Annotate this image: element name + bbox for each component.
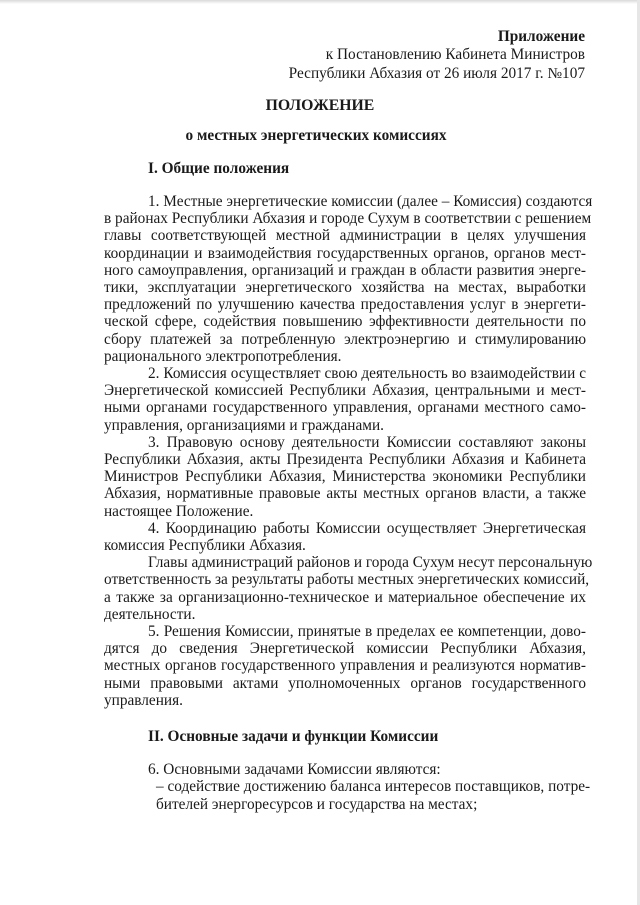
bullet-1 [104,778,591,813]
paragraph-line: 2. Комиссия осуществляет свою деятельность во взаимодействии с [148,365,586,383]
paragraph-line: 5. Решения Комиссии, принятые в пределах ее компетенции, дово- [148,623,586,641]
paragraph-line: ответственность за результаты работы местных энергетических комиссий, [104,571,590,589]
appendix-line-2: Республики Абхазия от 26 июля 2017 г. №107 [288,65,585,82]
paragraph-line: координации и взаимодействия государственных органов, органов мест- [104,244,586,262]
paragraph-line: Энергетической комиссией Республики Абхазия, центральными и мест- [104,382,586,400]
paragraph-line: ными органами государственного управления, органами местного само- [104,399,586,417]
appendix-line-1: к Постановлению Кабинета Министров [325,46,585,63]
paragraph [104,193,593,365]
paragraph-line: настоящее Положение. [104,502,254,520]
section-1-heading: I. Общие положения [148,160,290,177]
paragraph-line: сбору платежей за потребленную электроэнергию и стимулированию [104,330,586,348]
paragraph-line: в районах Республики Абхазия и городе Сухум в соответствии с решением [104,210,592,228]
paragraph [104,434,586,520]
section-2-body [104,761,591,813]
document-subtitle: о местных энергетических комиссиях [185,127,447,144]
paragraph-line: 1. Местные энергетические комиссии (далее – Комиссия) создаются [148,193,593,210]
paragraph-line: ного самоуправления, организаций и граждан в области развития энерге- [104,261,586,279]
paragraph-line: 4. Координацию работы Комиссии осуществляет Энергетическая [148,519,586,537]
paragraph-line: главы соответствующей местной администрации в целях улучшения [104,227,586,245]
item-6: 6. Основными задачами Комиссии являются: [148,761,441,778]
document-title: ПОЛОЖЕНИЕ [265,97,375,114]
appendix-title: Приложение [497,28,585,45]
paragraph-line: тики, эксплуатации энергетического хозяйства на местах, выработки [104,279,586,297]
paragraph-line: рационального электропотребления. [104,347,342,365]
paragraph-line: предложений по улучшению качества предоставления услуг в энергети- [104,296,586,314]
paragraph [104,554,593,623]
paragraph-line: Министров Республики Абхазия, Министерства экономики Республики [104,468,586,486]
bullet-line: – содействие достижению баланса интересов поставщиков, потре- [156,778,591,796]
scan-edge [0,0,640,4]
paragraph-line: комиссия Республики Абхазия. [104,537,306,555]
paragraph [104,365,586,434]
paragraph-line: Главы администраций районов и города Сухум несут персональную [148,554,593,572]
paragraph-line: деятельности. [104,605,196,623]
section-2-heading: II. Основные задачи и функции Комиссии [148,728,439,745]
paragraph [104,623,586,709]
paragraph-line: Абхазия, нормативные правовые акты местных органов власти, а также [104,485,586,503]
paragraph-line: местных органов государственного управления и реализуются норматив- [104,657,586,675]
paragraph-line: управления. [104,691,183,709]
paragraph-line: управления, организациями и гражданами. [104,416,384,434]
paragraph-line: 3. Правовую основу деятельности Комиссии составляют законы [148,433,586,451]
paragraph-line: Республики Абхазия, акты Президента Республики Абхазия и Кабинета [104,451,586,469]
bullet-line: бителей энергоресурсов и государства на местах; [156,795,478,813]
paragraph [104,520,586,554]
paragraph-line: ческой сфере, содействия повышению эффективности деятельности по [104,313,586,331]
paragraph-line: а также за организационно-техническое и материальное обеспечение их [104,588,586,606]
paragraph-line: ными правовыми актами уполномоченных органов государственного [104,674,586,692]
section-1-body [104,193,593,709]
paragraph-line: дятся до сведения Энергетической комиссии Республики Абхазия, [104,640,586,658]
